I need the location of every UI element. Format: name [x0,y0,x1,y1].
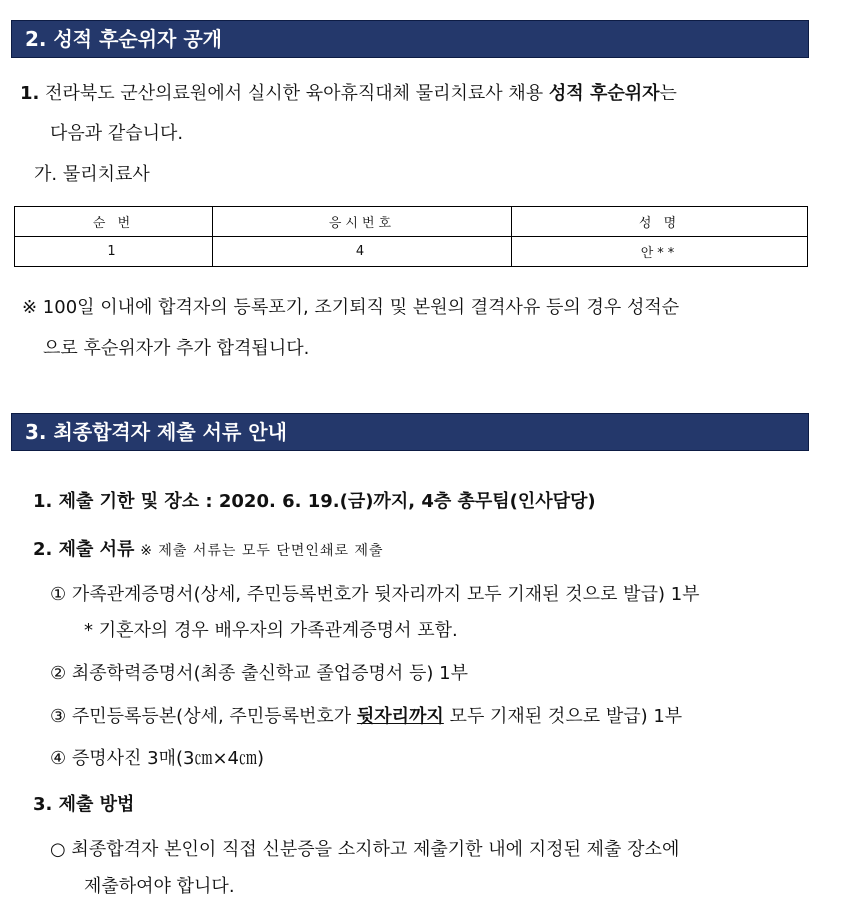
doc3-underline: 뒷자리까지 [356,706,444,727]
cell-exam-number: 4 [213,237,512,267]
header-name: 성 명 [512,207,808,237]
table-row [15,237,808,267]
header-exam-number: 응시번호 [213,207,512,237]
doc3-text-b: 모두 기재된 것으로 발급) 1부 [443,706,683,727]
note-line2: 으로 후순위자가 추가 합격됩니다. [43,338,310,359]
doc2-line: ② 최종학력증명서(최종 출신학교 졸업증명서 등) 1부 [50,663,468,684]
item1-line1 [20,79,677,105]
section2-title: 2. 성적 후순위자 공개 [25,27,222,51]
section2-header [11,20,809,58]
item1-number: 1. [20,83,40,104]
item1-text-a: 전라북도 군산의료원에서 실시한 육아휴직대체 물리치료사 채용 [45,83,549,104]
item1-text-bold: 성적 후순위자 [548,83,660,104]
method-line1: ○ 최종합격자 본인이 직접 신분증을 소지하고 제출기한 내에 지정된 제출 장소에 [50,839,680,860]
section3-title: 3. 최종합격자 제출 서류 안내 [25,420,287,444]
doc1-line1: ① 가족관계증명서(상세, 주민등록번호가 뒷자리까지 모두 기재된 것으로 발급) 1부 [50,584,700,605]
deadline-line: 1. 제출 기한 및 장소 : 2020. 6. 19.(금)까지, 4층 총무팀(인사담당) [33,491,596,512]
doc1-line2: * 기혼자의 경우 배우자의 가족관계증명서 포함. [84,620,458,641]
docs-heading: 2. 제출 서류 [33,539,135,560]
docs-note: ※ 제출 서류는 모두 단면인쇄로 제출 [140,543,384,559]
note-line1: ※ 100일 이내에 합격자의 등록포기, 조기퇴직 및 본원의 결격사유 등의 경우 성적순 [22,297,680,318]
method-line2: 제출하여야 합니다. [84,876,235,897]
doc3-line [50,702,682,728]
doc3-text-a: ③ 주민등록등본(상세, 주민등록번호가 [50,706,357,727]
section3-header [11,413,809,451]
table-header-row [15,207,808,237]
item1-text-b: 는 [659,83,677,104]
candidate-table [14,206,808,267]
subheading-physical-therapist: 가. 물리치료사 [34,164,150,185]
cell-name: 안** [512,237,808,267]
item1-line2: 다음과 같습니다. [50,123,184,144]
doc4-line: ④ 증명사진 3매(3㎝×4㎝) [50,748,265,769]
docs-heading-line [33,535,384,561]
method-heading: 3. 제출 방법 [33,794,135,815]
cell-seq: 1 [15,237,213,267]
header-seq: 순 번 [15,207,213,237]
